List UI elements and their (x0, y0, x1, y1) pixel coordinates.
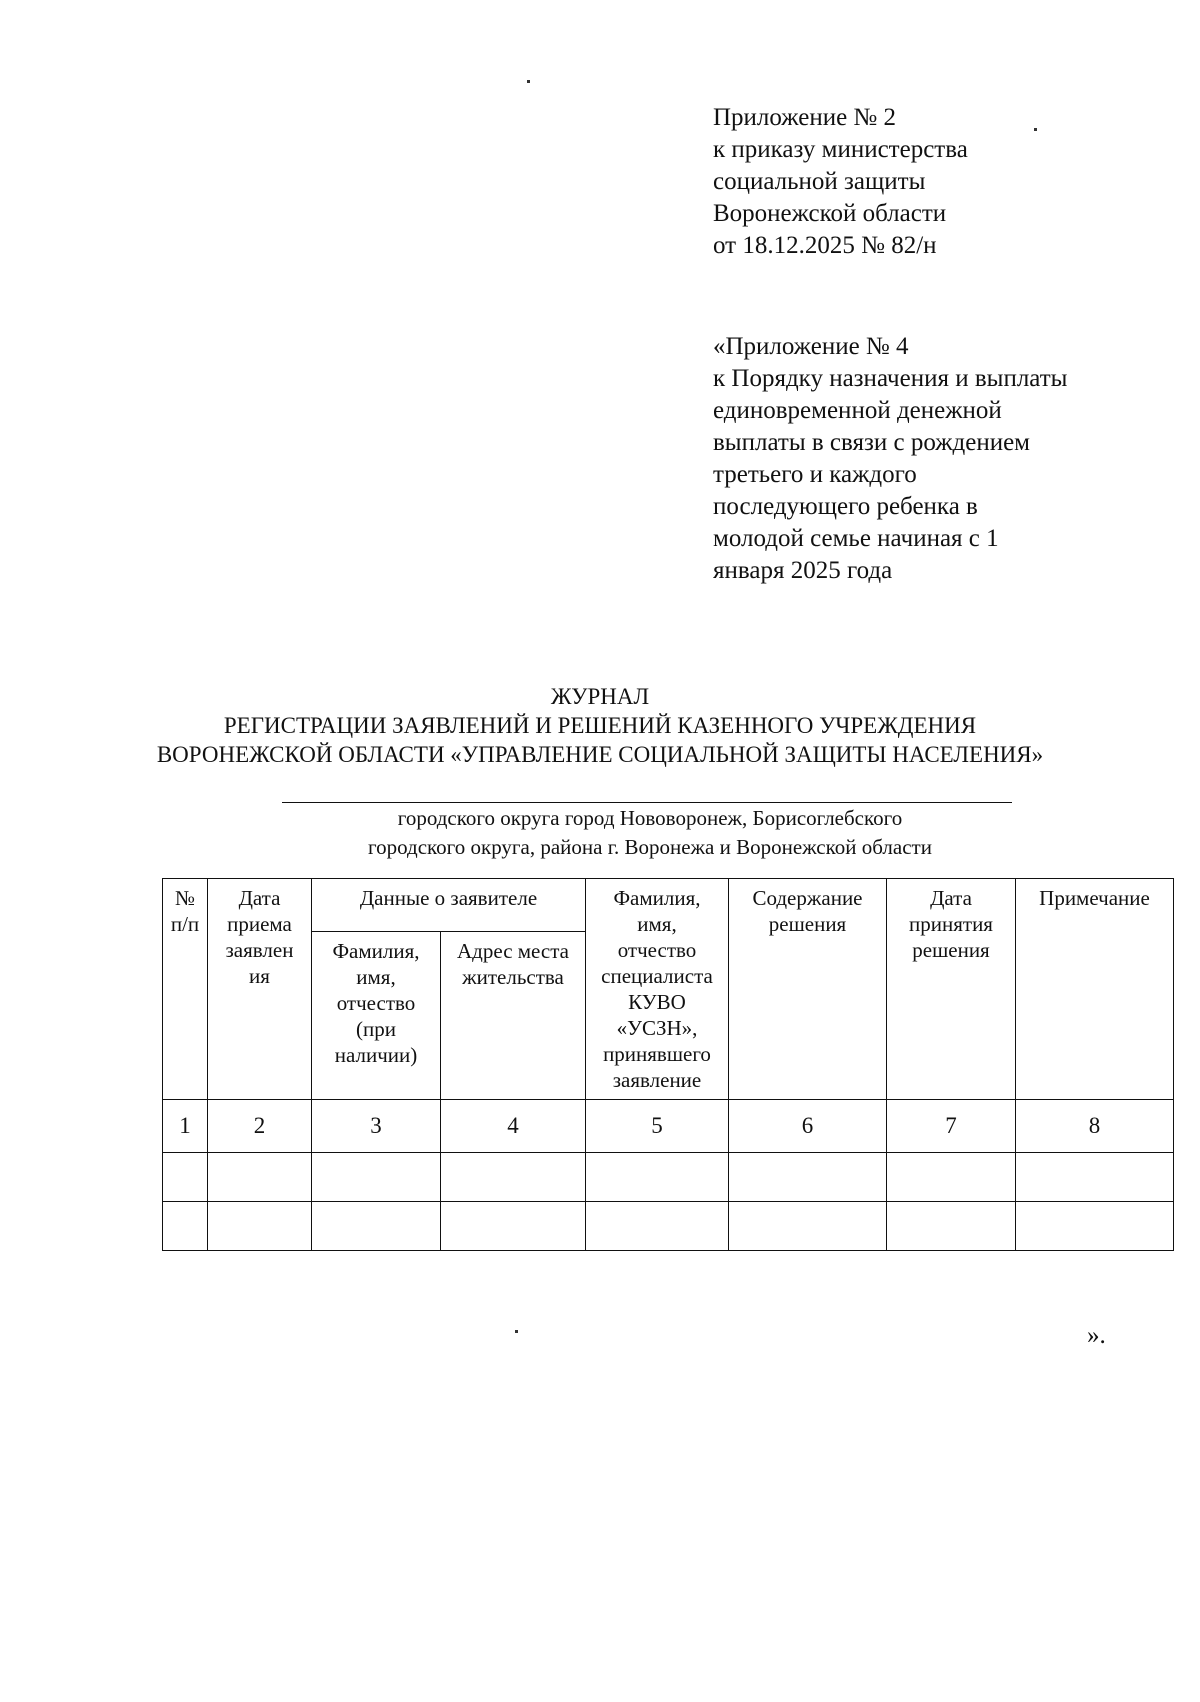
appendix-4-line: января 2025 года (713, 557, 893, 584)
column-number: 4 (441, 1100, 586, 1153)
table-cell (729, 1153, 887, 1202)
appendix-2-line: к приказу министерства (713, 136, 968, 163)
appendix-2-block (713, 102, 968, 262)
table-cell (586, 1202, 729, 1251)
column-number: 8 (1016, 1100, 1174, 1153)
column-number: 6 (729, 1100, 887, 1153)
journal-title-line: ВОРОНЕЖСКОЙ ОБЛАСТИ «УПРАВЛЕНИЕ СОЦИАЛЬНОЙ ЗАЩИТЫ НАСЕЛЕНИЯ» (156, 742, 1044, 767)
subtitle-line: городского округа, района г. Воронежа и Воронежской области (368, 835, 932, 859)
header-specialist: Фамилия, имя, отчество специалиста КУВО «УСЗН», принявшего заявление (586, 879, 729, 1100)
table-cell (163, 1153, 208, 1202)
column-number-row (163, 1100, 1174, 1153)
journal-title (0, 682, 1200, 769)
appendix-2-line: Приложение № 2 (713, 104, 897, 131)
scan-speck (527, 80, 530, 83)
table-row (163, 1202, 1174, 1251)
header-note: Примечание (1016, 879, 1174, 1100)
registration-journal-table (162, 878, 1174, 1251)
header-applicant: Данные о заявителе (312, 879, 586, 932)
appendix-4-line: последующего ребенка в (713, 493, 978, 520)
header-decision-date: Дата принятия решения (887, 879, 1016, 1100)
appendix-4-line: единовременной денежной (713, 397, 1002, 424)
appendix-2-line: Воронежской области (713, 200, 947, 227)
appendix-4-line: третьего и каждого (713, 461, 917, 488)
header-decision-content: Содержание решения (729, 879, 887, 1100)
appendix-4-line: молодой семье начиная с 1 (713, 525, 999, 552)
table-cell (441, 1153, 586, 1202)
header-applicant-fio: Фамилия, имя, отчество (при наличии) (312, 932, 441, 1100)
table-cell (586, 1153, 729, 1202)
table-cell (208, 1153, 312, 1202)
header-num: № п/п (163, 879, 208, 1100)
column-number: 7 (887, 1100, 1016, 1153)
appendix-4-line: выплаты в связи с рождением (713, 429, 1030, 456)
column-number: 3 (312, 1100, 441, 1153)
journal-title-line: ЖУРНАЛ (550, 684, 650, 709)
table-cell (887, 1202, 1016, 1251)
table-row (163, 1153, 1174, 1202)
table-cell (887, 1153, 1016, 1202)
appendix-2-line: социальной защиты (713, 168, 926, 195)
journal-title-line: РЕГИСТРАЦИИ ЗАЯВЛЕНИЙ И РЕШЕНИЙ КАЗЕННОГО УЧРЕЖДЕНИЯ (223, 713, 977, 738)
column-number: 2 (208, 1100, 312, 1153)
subtitle-line: городского округа город Нововоронеж, Борисоглебского (397, 806, 903, 830)
column-number: 1 (163, 1100, 208, 1153)
header-date-received: Дата приема заявлен ия (208, 879, 312, 1100)
closing-quote: ». (1087, 1322, 1106, 1349)
table-cell (312, 1153, 441, 1202)
table-cell (441, 1202, 586, 1251)
scan-speck (1034, 128, 1037, 131)
header-applicant-address: Адрес места жительства (441, 932, 586, 1100)
table-cell (208, 1202, 312, 1251)
table-cell (163, 1202, 208, 1251)
appendix-4-block (713, 331, 1067, 587)
scan-speck (515, 1330, 518, 1333)
table-cell (1016, 1153, 1174, 1202)
table-header-row (163, 879, 1174, 932)
table-cell (1016, 1202, 1174, 1251)
appendix-2-line: от 18.12.2025 № 82/н (713, 232, 937, 259)
title-underline (282, 802, 1012, 803)
column-number: 5 (586, 1100, 729, 1153)
table-cell (312, 1202, 441, 1251)
appendix-4-line: к Порядку назначения и выплаты (713, 365, 1068, 392)
table-cell (729, 1202, 887, 1251)
journal-subtitle (0, 804, 1200, 862)
appendix-4-line: «Приложение № 4 (713, 333, 909, 360)
